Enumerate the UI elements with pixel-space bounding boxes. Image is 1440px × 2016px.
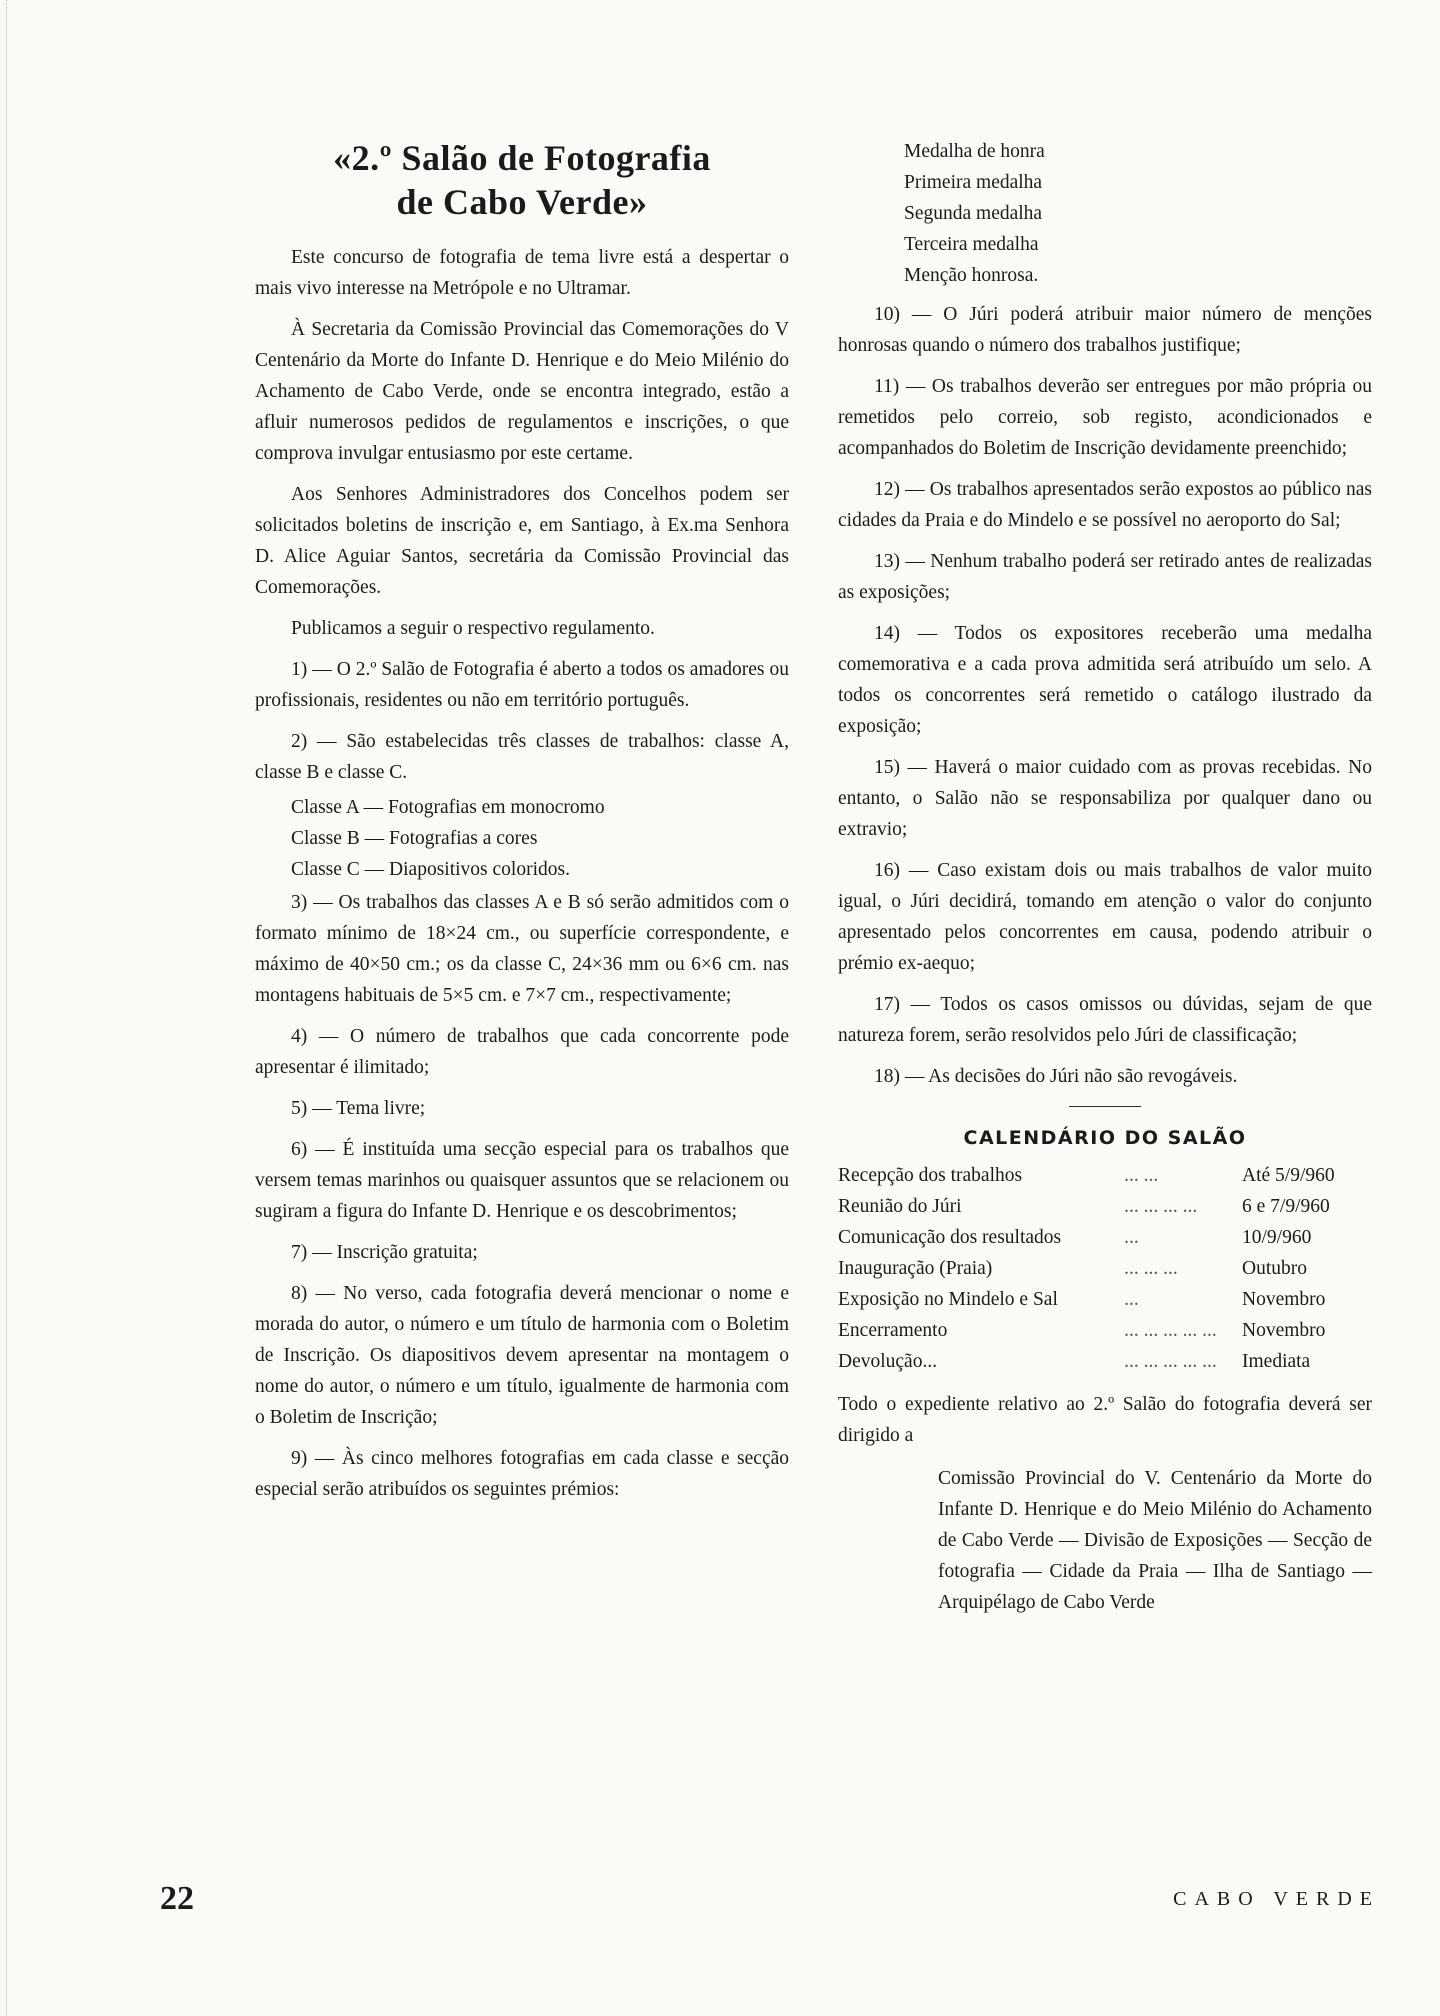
calendar-row [838,1346,1372,1377]
calendar-date: Até 5/9/960 [1242,1165,1335,1186]
magazine-name: CABO VERDE [1173,1888,1380,1910]
intro-paragraph: À Secretaria da Comissão Provincial das Comemorações do V Centenário da Morte do Infante D. Henrique e do Meio Milénio do Achamento de Cabo Verde, onde se encontra integrado, estão a afluir numerosos pedidos de regulamentos e inscrições, o que comprova invulgar entusiasmo por este certame. [255,319,789,464]
calendar-row [838,1315,1372,1346]
leader-dots: ... ... ... ... ... [1124,1320,1217,1341]
leader-dots: ... ... [1124,1165,1159,1186]
calendar-row [838,1160,1372,1191]
class-list [255,792,789,885]
prize-item: Segunda medalha [904,203,1043,224]
intro-paragraph: Aos Senhores Administradores dos Concelhos podem ser solicitados boletins de inscrição e, em Santiago, à Ex.ma Senhora D. Alice Aguiar Santos, secretária da Comissão Provincial das Comemorações. [255,484,789,598]
calendar-label: Exposição no Mindelo e Sal [838,1289,1058,1310]
calendar-table [838,1160,1372,1377]
rule-item: 18) — As decisões do Júri não são revogáveis. [874,1066,1238,1087]
rule-item: 8) — No verso, cada fotografia deverá mencionar o nome e morada do autor, o número e um título de harmonia com o Boletim de Inscrição. Os diapositivos devem apresentar na montagem o nome do autor, o número e um título, igualmente de harmonia com o Boletim de Inscrição; [255,1283,789,1428]
rule-item: 12) — Os trabalhos apresentados serão expostos ao público nas cidades da Praia e do Mindelo e se possível no aeroporto do Sal; [838,479,1372,531]
calendar-date: Imediata [1242,1351,1311,1372]
prize-list [838,136,1372,291]
calendar-label: Recepção dos trabalhos [838,1165,1023,1186]
calendar-row [838,1191,1372,1222]
class-item: Classe B — Fotografias a cores [291,828,538,849]
calendar-row [838,1284,1372,1315]
rule-item: 10) — O Júri poderá atribuir maior número de menções honrosas quando o número dos trabalhos justifique; [838,304,1372,356]
leader-dots: ... [1124,1289,1139,1310]
leader-dots: ... ... ... [1124,1258,1178,1279]
prize-item: Primeira medalha [904,172,1043,193]
class-item: Classe A — Fotografias em monocromo [291,797,605,818]
calendar-label: Reunião do Júri [838,1196,962,1217]
rule-item: 5) — Tema livre; [291,1098,426,1119]
leader-dots: ... [1124,1227,1139,1248]
prize-item: Menção honrosa. [904,265,1039,286]
calendar-label: Encerramento [838,1320,948,1341]
calendar-label: Inauguração (Praia) [838,1258,993,1279]
intro-paragraph: Este concurso de fotografia de tema livre está a despertar o mais vivo interesse na Metrópole e no Ultramar. [255,247,789,299]
calendar-date: Outubro [1242,1258,1307,1279]
rule-item: 1) — O 2.º Salão de Fotografia é aberto a todos os amadores ou profissionais, residentes ou não em território português. [255,659,789,711]
rule-item: 13) — Nenhum trabalho poderá ser retirado antes de realizadas as exposições; [838,551,1372,603]
calendar-date: 10/9/960 [1242,1227,1312,1248]
rule-item: 16) — Caso existam dois ou mais trabalhos de valor muito igual, o Júri decidirá, tomando em atenção o valor do conjunto apresentado pelos concorrentes em causa, podendo atribuir o prémio ex-aequo; [838,860,1372,974]
calendar-date: Novembro [1242,1320,1326,1341]
section-divider [1069,1106,1141,1107]
page-number: 22 [160,1880,194,1917]
leader-dots: ... ... ... ... [1124,1196,1198,1217]
rule-item: 17) — Todos os casos omissos ou dúvidas, sejam de que natureza forem, serão resolvidos pelo Júri de classificação; [838,994,1372,1046]
title-line-1: «2.º Salão de Fotografia [333,138,711,178]
scan-margin-line [6,0,7,2016]
right-column [838,136,1372,1618]
calendar-label: Devolução... [838,1351,938,1372]
left-column [255,136,789,1515]
intro-paragraph: Publicamos a seguir o respectivo regulamento. [291,618,655,639]
rule-item: 7) — Inscrição gratuita; [291,1242,478,1263]
calendar-title: CALENDÁRIO DO SALÃO [963,1127,1247,1149]
calendar-date: Novembro [1242,1289,1326,1310]
prize-item: Terceira medalha [904,234,1039,255]
rule-item: 3) — Os trabalhos das classes A e B só serão admitidos com o formato mínimo de 18×24 cm., ou superfície correspondente, e máximo de 40×50 cm.; os da classe C, 24×36 mm ou 6×6 cm. nas montagens habituais de 5×5 cm. e 7×7 cm., respectivamente; [255,892,789,1006]
class-item: Classe C — Diapositivos coloridos. [291,859,570,880]
rule-item: 9) — Às cinco melhores fotografias em cada classe e secção especial serão atribuídos os seguintes prémios: [255,1448,789,1500]
rule-item: 4) — O número de trabalhos que cada concorrente pode apresentar é ilimitado; [255,1026,789,1078]
rule-item: 6) — É instituída uma secção especial para os trabalhos que versem temas marinhos ou quaisquer assuntos que se relacionem ou sugiram a figura do Infante D. Henrique e os descobrimentos; [255,1139,789,1222]
title-line-2: de Cabo Verde» [396,182,648,222]
rule-item: 14) — Todos os expositores receberão uma medalha comemorativa e a cada prova admitida será atribuído um selo. A todos os concorrentes será remetido o catálogo ilustrado da exposição; [838,623,1372,737]
rule-item: 15) — Haverá o maior cuidado com as provas recebidas. No entanto, o Salão não se responsabiliza por qualquer dano ou extravio; [838,757,1372,840]
leader-dots: ... ... ... ... ... [1124,1351,1217,1372]
calendar-row [838,1222,1372,1253]
prize-item: Medalha de honra [904,141,1045,162]
calendar-label: Comunicação dos resultados [838,1227,1062,1248]
rule-item: 2) — São estabelecidas três classes de trabalhos: classe A, classe B e classe C. [255,731,789,783]
calendar-date: 6 e 7/9/960 [1242,1196,1330,1217]
calendar-row [838,1253,1372,1284]
mailing-address: Comissão Provincial do V. Centenário da Morte do Infante D. Henrique e do Meio Milénio do Achamento de Cabo Verde — Divisão de Exposições — Secção de fotografia — Cidade da Praia — Ilha de Santiago — Arquipélago de Cabo Verde [938,1468,1372,1613]
closing-text: Todo o expediente relativo ao 2.º Salão do fotografia deverá ser dirigido a [838,1394,1372,1446]
rule-item: 11) — Os trabalhos deverão ser entregues por mão própria ou remetidos pelo correio, sob registo, acondicionados e acompanhados do Boletim de Inscrição devidamente preenchido; [838,376,1372,459]
article-title [255,136,789,224]
